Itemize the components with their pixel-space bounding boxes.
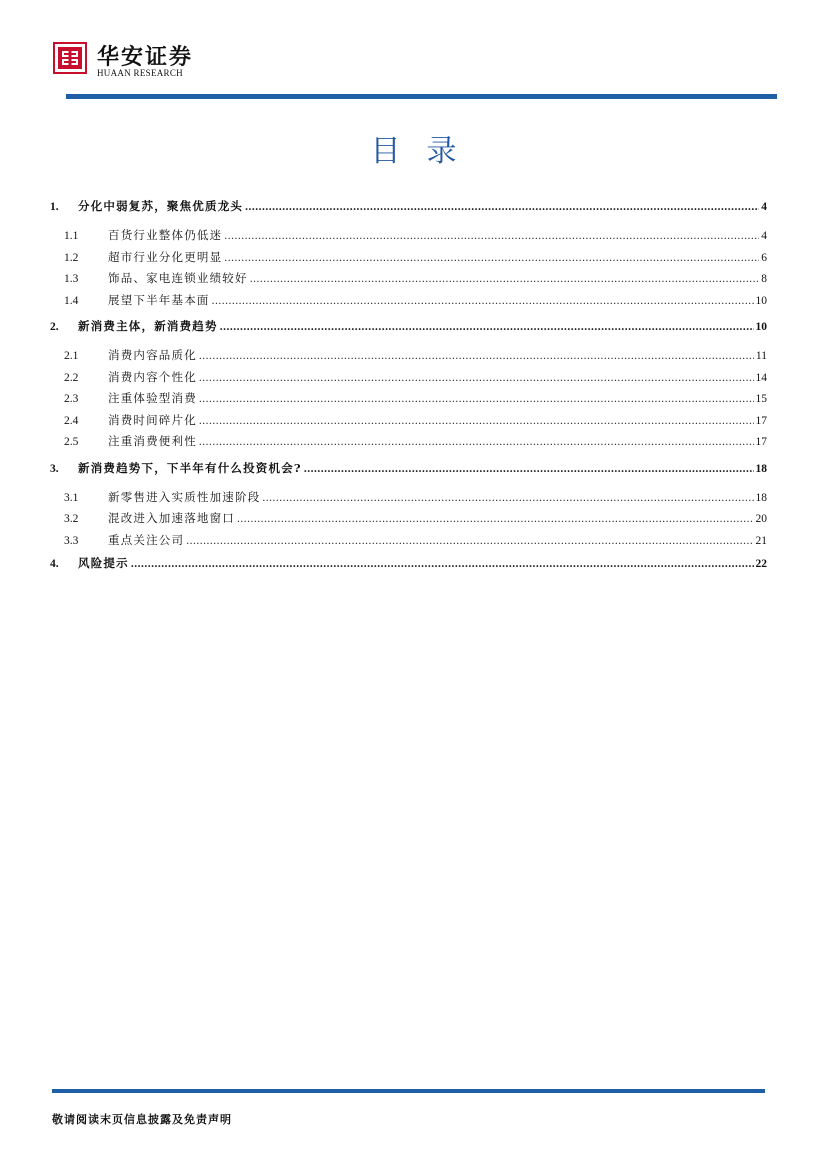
toc-entry-3-3[interactable] xyxy=(50,532,767,554)
toc-entry-2[interactable] xyxy=(50,318,767,340)
toc-entry-2-5[interactable] xyxy=(50,433,767,455)
toc-entry-number: 2.1 xyxy=(64,350,79,362)
toc-entry-number: 4. xyxy=(50,558,59,570)
toc-entry-number: 2.5 xyxy=(64,436,79,448)
toc-entry-page: 22 xyxy=(755,558,767,570)
brand-name-cn: 华安证券 xyxy=(97,44,194,70)
toc-entry-number: 2.2 xyxy=(64,371,79,384)
toc-leader-dots xyxy=(199,372,754,384)
toc-leader-dots xyxy=(224,230,759,242)
toc-entry-1[interactable] xyxy=(50,198,767,220)
toc-entry-number: 2.4 xyxy=(64,414,79,427)
toc-entry-label: 混改进入加速落地窗口 xyxy=(108,511,235,525)
table-of-contents xyxy=(50,196,767,577)
toc-entry-3[interactable] xyxy=(50,460,767,482)
toc-entry-number: 2.3 xyxy=(64,393,79,405)
toc-entry-label: 分化中弱复苏，聚焦优质龙头 xyxy=(78,199,244,213)
toc-entry-page: 18 xyxy=(755,491,767,504)
toc-entry-2-2[interactable] xyxy=(50,369,767,391)
toc-leader-dots xyxy=(220,321,754,333)
toc-entry-label: 百货行业整体仍低迷 xyxy=(108,228,223,242)
toc-entry-label: 重点关注公司 xyxy=(108,532,185,547)
toc-entry-number: 1.4 xyxy=(64,294,79,307)
toc-entry-1-1[interactable] xyxy=(50,227,767,249)
toc-entry-number: 3. xyxy=(50,462,59,475)
toc-entry-page: 15 xyxy=(755,393,767,405)
toc-leader-dots xyxy=(131,558,754,570)
toc-leader-dots xyxy=(304,463,754,475)
toc-entry-2-4[interactable] xyxy=(50,412,767,434)
toc-leader-dots xyxy=(262,492,753,504)
brand-name-en: HUAAN RESEARCH xyxy=(97,68,183,78)
toc-entry-label: 消费内容品质化 xyxy=(108,348,197,362)
toc-entry-label: 超市行业分化更明显 xyxy=(108,249,223,264)
toc-entry-label: 新消费趋势下，下半年有什么投资机会? xyxy=(78,460,302,475)
toc-leader-dots xyxy=(199,350,754,362)
header-divider xyxy=(66,94,777,99)
toc-entry-label: 风险提示 xyxy=(78,556,129,570)
toc-entry-3-1[interactable] xyxy=(50,489,767,511)
page-title: 目录 xyxy=(370,134,483,169)
toc-entry-page: 4 xyxy=(761,201,767,213)
toc-entry-page: 4 xyxy=(761,230,767,242)
toc-entry-label: 注重体验型消费 xyxy=(108,391,197,405)
footer-disclaimer: 敬请阅读末页信息披露及免责声明 xyxy=(52,1113,232,1126)
toc-leader-dots xyxy=(237,513,754,525)
toc-entry-1-3[interactable] xyxy=(50,270,767,292)
toc-entry-page: 17 xyxy=(755,414,767,427)
toc-entry-number: 1.3 xyxy=(64,273,79,285)
toc-entry-label: 消费时间碎片化 xyxy=(108,412,197,427)
toc-entry-number: 3.1 xyxy=(64,491,79,504)
toc-leader-dots xyxy=(224,252,759,264)
toc-leader-dots xyxy=(199,415,754,427)
footer-divider xyxy=(52,1089,765,1093)
toc-entry-number: 2. xyxy=(50,321,59,333)
huaan-logo-icon xyxy=(53,42,87,74)
toc-entry-label: 饰品、家电连锁业绩较好 xyxy=(108,271,248,285)
toc-entry-page: 10 xyxy=(755,294,767,307)
toc-entry-2-1[interactable] xyxy=(50,347,767,369)
toc-entry-number: 1.2 xyxy=(64,251,79,264)
toc-entry-number: 1. xyxy=(50,201,59,213)
toc-leader-dots xyxy=(199,436,754,448)
toc-entry-page: 8 xyxy=(761,273,767,285)
toc-leader-dots xyxy=(250,273,760,285)
toc-entry-page: 20 xyxy=(755,513,767,525)
toc-entry-2-3[interactable] xyxy=(50,390,767,412)
toc-entry-page: 17 xyxy=(755,436,767,448)
toc-entry-1-2[interactable] xyxy=(50,249,767,271)
toc-entry-1-4[interactable] xyxy=(50,292,767,314)
toc-entry-page: 6 xyxy=(761,251,767,264)
toc-entry-number: 3.2 xyxy=(64,513,79,525)
toc-leader-dots xyxy=(199,393,754,405)
toc-entry-number: 3.3 xyxy=(64,534,79,547)
toc-entry-page: 10 xyxy=(755,321,767,333)
toc-entry-label: 新零售进入实质性加速阶段 xyxy=(108,489,261,504)
toc-entry-number: 1.1 xyxy=(64,230,79,242)
toc-entry-page: 11 xyxy=(755,350,767,362)
toc-entry-label: 展望下半年基本面 xyxy=(108,292,210,307)
toc-leader-dots xyxy=(245,201,759,213)
toc-leader-dots xyxy=(186,535,753,547)
toc-entry-page: 18 xyxy=(755,462,767,475)
toc-leader-dots xyxy=(212,295,754,307)
toc-entry-3-2[interactable] xyxy=(50,510,767,532)
toc-entry-label: 消费内容个性化 xyxy=(108,369,197,384)
toc-entry-4[interactable] xyxy=(50,555,767,577)
toc-entry-label: 注重消费便利性 xyxy=(108,434,197,448)
toc-entry-label: 新消费主体，新消费趋势 xyxy=(78,319,218,333)
toc-entry-page: 21 xyxy=(755,534,767,547)
toc-entry-page: 14 xyxy=(755,371,767,384)
